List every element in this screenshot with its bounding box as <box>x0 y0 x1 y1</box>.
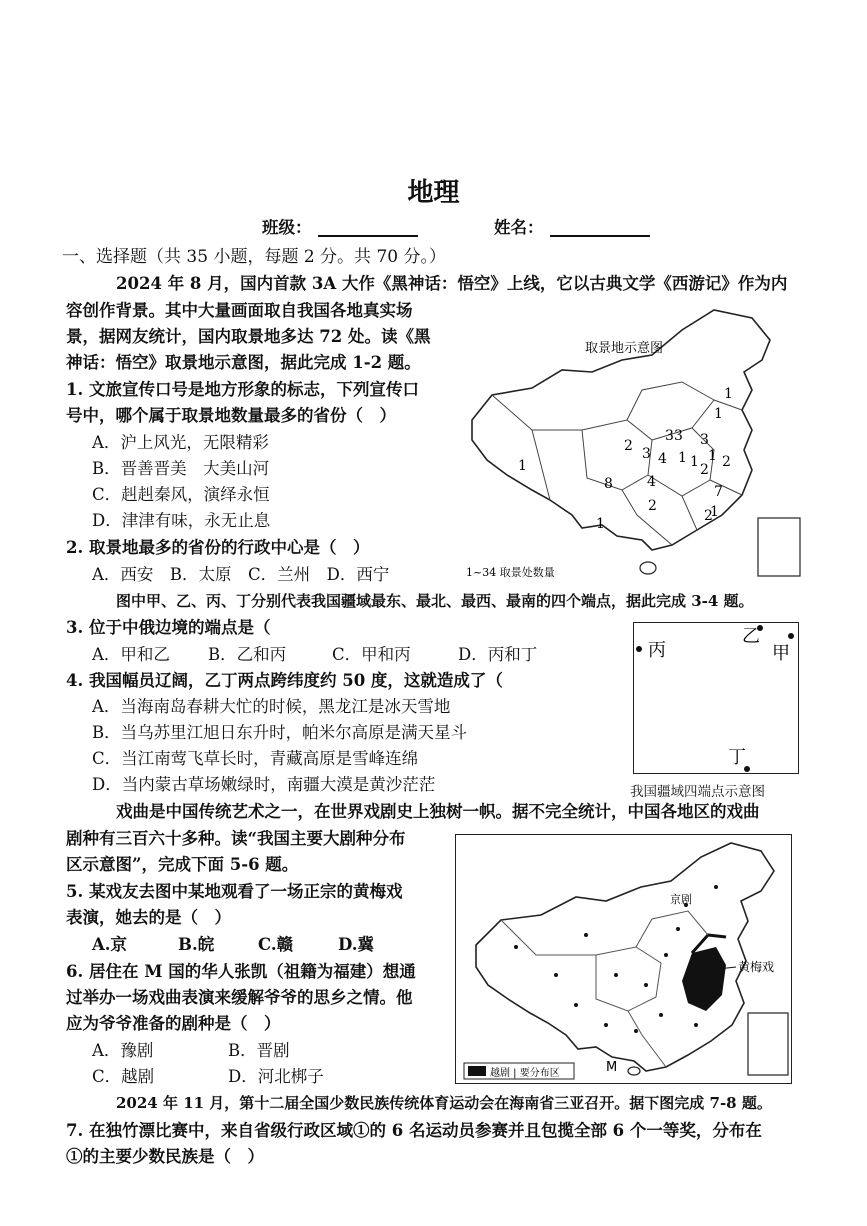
count-label: 3 <box>665 428 674 444</box>
section-heading: 一、选择题（共 35 小题，每题 2 分。共 70 分。） <box>62 247 447 267</box>
q3-option-a[interactable]: A．甲和乙 <box>92 645 170 664</box>
count-label: 2 <box>704 508 713 524</box>
endpoint-north-label: 乙 <box>742 626 760 647</box>
endpoints-diagram <box>634 623 798 773</box>
q1-option-a[interactable]: A．沪上风光，无限精彩 <box>92 433 269 452</box>
intro1-line-4: 神话：悟空》取景地示意图，据此完成 1-2 题。 <box>66 353 421 372</box>
q7-stem-2: ①的主要少数民族是（ ） <box>66 1147 264 1166</box>
map3-label-huangmei: 黄梅戏 <box>738 960 775 974</box>
map1-legend: 1~34 取景处数量 <box>466 566 555 579</box>
count-label: 7 <box>714 484 723 500</box>
opera-distribution-map <box>455 834 792 1084</box>
q6-option-c[interactable]: C．越剧 <box>92 1067 155 1086</box>
q1-option-b[interactable]: B．晋善晋美 大美山河 <box>92 459 270 478</box>
map3-legend: 越剧 | 要分布区 <box>490 1068 560 1079</box>
q4-stem: 4. 我国幅员辽阔，乙丁两点跨纬度约 50 度，这就造成了（ <box>66 671 503 690</box>
q5-option-b[interactable]: B.皖 <box>178 935 215 954</box>
count-label: 1 <box>678 450 687 466</box>
count-label: 2 <box>624 438 633 454</box>
q6-stem-1: 6. 居住在 M 国的华人张凯（祖籍为福建）想通 <box>66 962 416 981</box>
count-label: 2 <box>648 498 657 514</box>
count-label: 1 <box>596 516 605 532</box>
map1-title: 取景地示意图 <box>585 341 664 356</box>
q6-option-d[interactable]: D．河北梆子 <box>228 1067 324 1086</box>
map3-label-jingju: 京剧 <box>670 893 692 906</box>
count-label: 1 <box>518 458 527 474</box>
class-blank[interactable] <box>318 221 418 237</box>
q6-option-a[interactable]: A．豫剧 <box>92 1041 154 1060</box>
q4-option-a[interactable]: A．当海南岛春耕大忙的时候，黑龙江是冰天雪地 <box>92 697 451 716</box>
class-field <box>262 220 418 237</box>
count-label: 4 <box>647 474 656 490</box>
count-label: 3 <box>642 446 651 462</box>
endpoints-caption: 我国疆域四端点示意图 <box>630 784 765 800</box>
count-label: 1 <box>724 386 733 402</box>
count-label: 1 <box>710 504 719 520</box>
count-label: 3 <box>700 432 709 448</box>
q4-option-d[interactable]: D．当内蒙古草场嫩绿时，南疆大漠是黄沙茫茫 <box>92 775 436 794</box>
count-label: 1 <box>690 454 699 470</box>
intro1-line-3: 景，据网友统计，国内取景地多达 72 处。读《黑 <box>66 327 431 346</box>
q3-option-c[interactable]: C．甲和丙 <box>332 645 411 664</box>
q3-option-d[interactable]: D．丙和丁 <box>458 645 538 664</box>
filming-location-map <box>452 300 804 580</box>
count-label: 8 <box>604 476 613 492</box>
name-blank[interactable] <box>550 221 650 237</box>
q4-option-c[interactable]: C．当江南莺飞草长时，青藏高原是雪峰连绵 <box>92 749 419 768</box>
q2-options[interactable]: A．西安 B．太原 C．兰州 D．西宁 <box>92 565 390 584</box>
q5-option-d[interactable]: D.冀 <box>338 935 374 954</box>
intro1-line-2: 容创作背景。其中大量画面取自我国各地真实场 <box>66 301 413 320</box>
map3-label-m: M <box>606 1060 618 1075</box>
intro3-line-3: 区示意图”，完成下面 5-6 题。 <box>66 855 299 874</box>
q5-stem-2: 表演，她去的是（ ） <box>66 908 231 927</box>
endpoint-west-label: 丙 <box>648 640 666 661</box>
q1-option-c[interactable]: C．赳赳秦风，演绎永恒 <box>92 485 270 504</box>
name-field <box>494 220 650 237</box>
q6-stem-3: 应为爷爷准备的剧种是（ ） <box>66 1014 281 1033</box>
q5-option-a[interactable]: A.京 <box>92 935 128 954</box>
opera-map-drawing <box>456 835 791 1083</box>
count-label: 1 <box>708 448 717 464</box>
intro1-line-1: 2024 年 8 月，国内首款 3A 大作《黑神话：悟空》上线，它以古典文学《西游记》作为内 <box>116 274 788 293</box>
china-outline-map <box>452 300 804 580</box>
count-label: 4 <box>658 451 667 467</box>
q1-option-d[interactable]: D．津津有味，永无止息 <box>92 511 271 530</box>
count-label: 3 <box>674 428 683 444</box>
q5-option-c[interactable]: C.赣 <box>258 935 294 954</box>
page-title: 地理 <box>407 178 460 208</box>
q1-stem-2: 号中，哪个属于取景地数量最多的省份（ ） <box>66 406 396 425</box>
class-label: 班级： <box>262 218 312 237</box>
q6-option-b[interactable]: B．晋剧 <box>228 1041 290 1060</box>
endpoint-south-label: 丁 <box>728 747 746 768</box>
intro3-line-1: 戏曲是中国传统艺术之一，在世界戏剧史上独树一帜。据不完全统计，中国各地区的戏曲 <box>116 802 760 821</box>
q5-stem-1: 5. 某戏友去图中某地观看了一场正宗的黄梅戏 <box>66 882 403 901</box>
q6-stem-2: 过举办一场戏曲表演来缓解爷爷的思乡之情。他 <box>66 988 413 1007</box>
q3-stem: 3. 位于中俄边境的端点是（ <box>66 618 271 637</box>
q4-option-b[interactable]: B．当乌苏里江旭日东升时，帕米尔高原是满天星斗 <box>92 723 468 742</box>
endpoints-map <box>633 622 799 774</box>
count-label: 2 <box>722 454 731 470</box>
intro2: 图中甲、乙、丙、丁分别代表我国疆域最东、最北、最西、最南的四个端点，据此完成 3-4 题。 <box>116 592 754 610</box>
intro4: 2024 年 11 月，第十二届全国少数民族传统体育运动会在海南省三亚召开。据下图完成 7-8 题。 <box>116 1094 772 1112</box>
q2-stem: 2. 取景地最多的省份的行政中心是（ ） <box>66 538 370 557</box>
name-label: 姓名： <box>494 218 544 237</box>
count-label: 1 <box>714 406 723 422</box>
q1-stem-1: 1. 文旅宣传口号是地方形象的标志，下列宣传口 <box>66 380 419 399</box>
count-label: 2 <box>700 462 709 478</box>
q3-option-b[interactable]: B．乙和丙 <box>208 645 287 664</box>
endpoint-east-label: 甲 <box>772 643 790 664</box>
intro3-line-2: 剧种有三百六十多种。读“我国主要大剧种分布 <box>66 829 406 848</box>
q7-stem-1: 7. 在独竹漂比赛中，来自省级行政区域①的 6 名运动员参赛并且包揽全部 6 个一等奖，分布在 <box>66 1121 762 1140</box>
map1-count-labels <box>518 386 733 532</box>
